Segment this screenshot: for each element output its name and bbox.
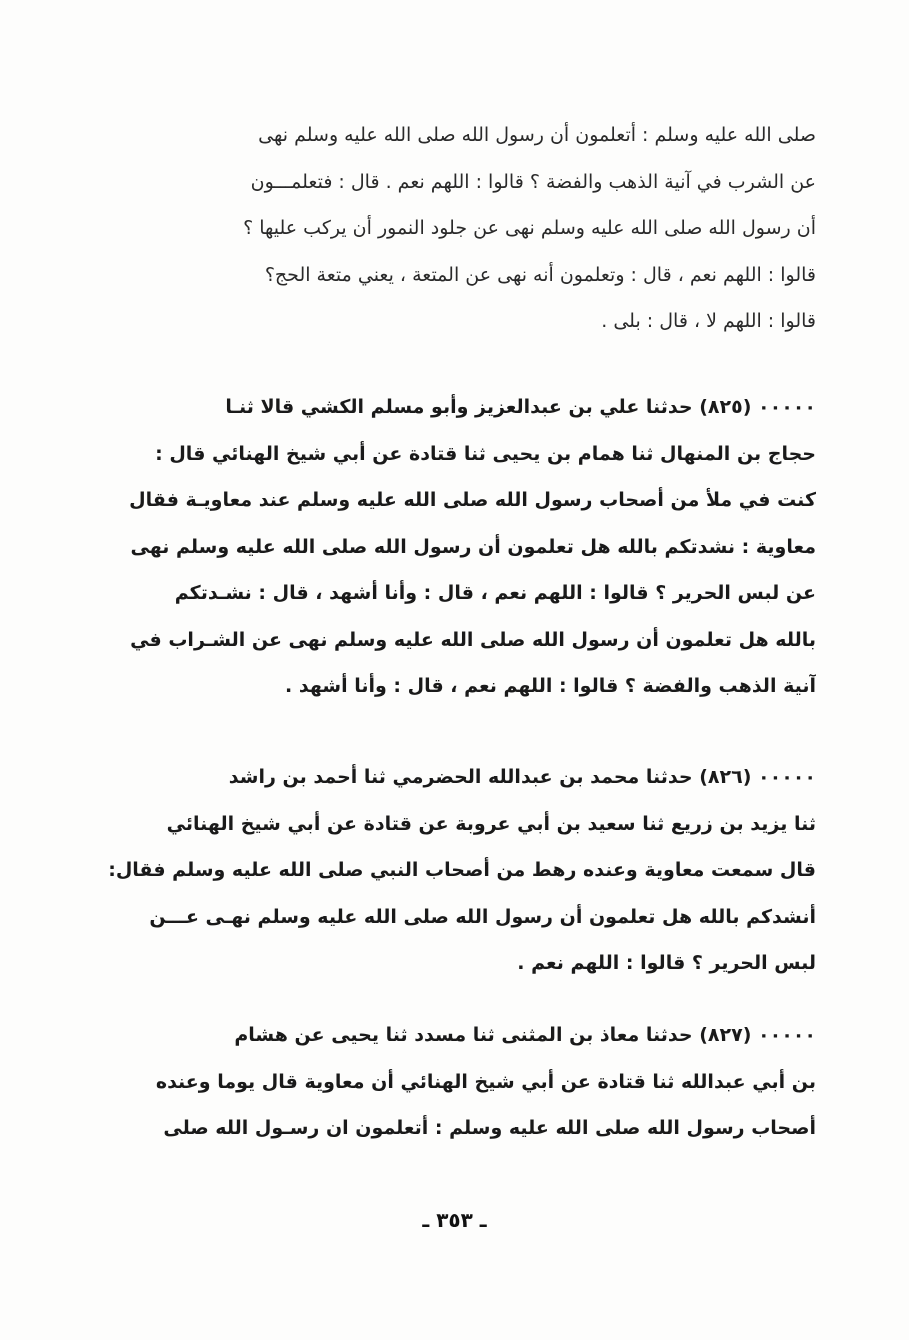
hadith-827-paragraph xyxy=(88,1012,816,1152)
continuation-paragraph xyxy=(88,112,816,345)
text-line: أنشدكم بالله هل تعلمون أن رسول الله صلى الله عليه وسلم نهـى عـــن xyxy=(149,905,816,928)
text-line: صلى الله عليه وسلم : أتعلمون أن رسول الله صلى الله عليه وسلم نهى xyxy=(258,124,816,146)
text-line: لبس الحرير ؟ قالوا : اللهم نعم . xyxy=(517,952,816,974)
page-number: ـ ٣٥٣ ـ xyxy=(422,1208,487,1232)
text-line: قالوا : اللهم نعم ، قال : وتعلمون أنه نهى عن المتعة ، يعني متعة الحج؟ xyxy=(264,263,816,286)
text-line: قالوا : اللهم لا ، قال : بلى . xyxy=(601,310,816,332)
text-line: ثنا يزيد بن زريع ثنا سعيد بن أبي عروبة عن قتادة عن أبي شيخ الهنائي xyxy=(166,812,816,835)
text-line: ٠٠٠٠٠ (٨٢٥) حدثنا علي بن عبدالعزيز وأبو مسلم الكشي قالا ثنـا xyxy=(225,396,816,418)
hadith-825-paragraph xyxy=(88,384,816,710)
text-line: قال سمعت معاوية وعنده رهط من أصحاب النبي صلى الله عليه وسلم فقال: xyxy=(108,859,816,881)
text-line: كنت في ملأ من أصحاب رسول الله صلى الله عليه وسلم عند معاويـة فقال xyxy=(129,489,816,511)
text-line: حجاج بن المنهال ثنا همام بن يحيى ثنا قتادة عن أبي شيخ الهنائي قال : xyxy=(155,442,816,465)
text-line: ٠٠٠٠٠ (٨٢٧) حدثنا معاذ بن المثنى ثنا مسدد ثنا يحيى عن هشام xyxy=(234,1024,816,1046)
text-line: بن أبي عبدالله ثنا قتادة عن أبي شيخ الهنائي أن معاوية قال يوما وعنده xyxy=(155,1070,816,1093)
text-line: ٠٠٠٠٠ (٨٢٦) حدثنا محمد بن عبدالله الحضرمي ثنا أحمد بن راشد xyxy=(228,766,816,788)
text-line: معاوية : نشدتكم بالله هل تعلمون أن رسول الله صلى الله عليه وسلم نهى xyxy=(130,535,816,558)
text-line: عن لبس الحرير ؟ قالوا : اللهم نعم ، قال : وأنا أشهد ، قال : نشـدتكم xyxy=(174,582,816,604)
text-line: بالله هل تعلمون أن رسول الله صلى الله عليه وسلم نهى عن الشـراب في xyxy=(130,628,816,651)
hadith-826-paragraph xyxy=(88,754,816,987)
text-line: عن الشرب في آنية الذهب والفضة ؟ قالوا : اللهم نعم . قال : فتعلمـــون xyxy=(250,170,816,193)
text-line: آنية الذهب والفضة ؟ قالوا : اللهم نعم ، قال : وأنا أشهد . xyxy=(285,675,816,697)
text-line: أصحاب رسول الله صلى الله عليه وسلم : أتعلمون ان رسـول الله صلى xyxy=(163,1117,816,1139)
text-line: أن رسول الله صلى الله عليه وسلم نهى عن جلود النمور أن يركب عليها ؟ xyxy=(243,217,816,239)
